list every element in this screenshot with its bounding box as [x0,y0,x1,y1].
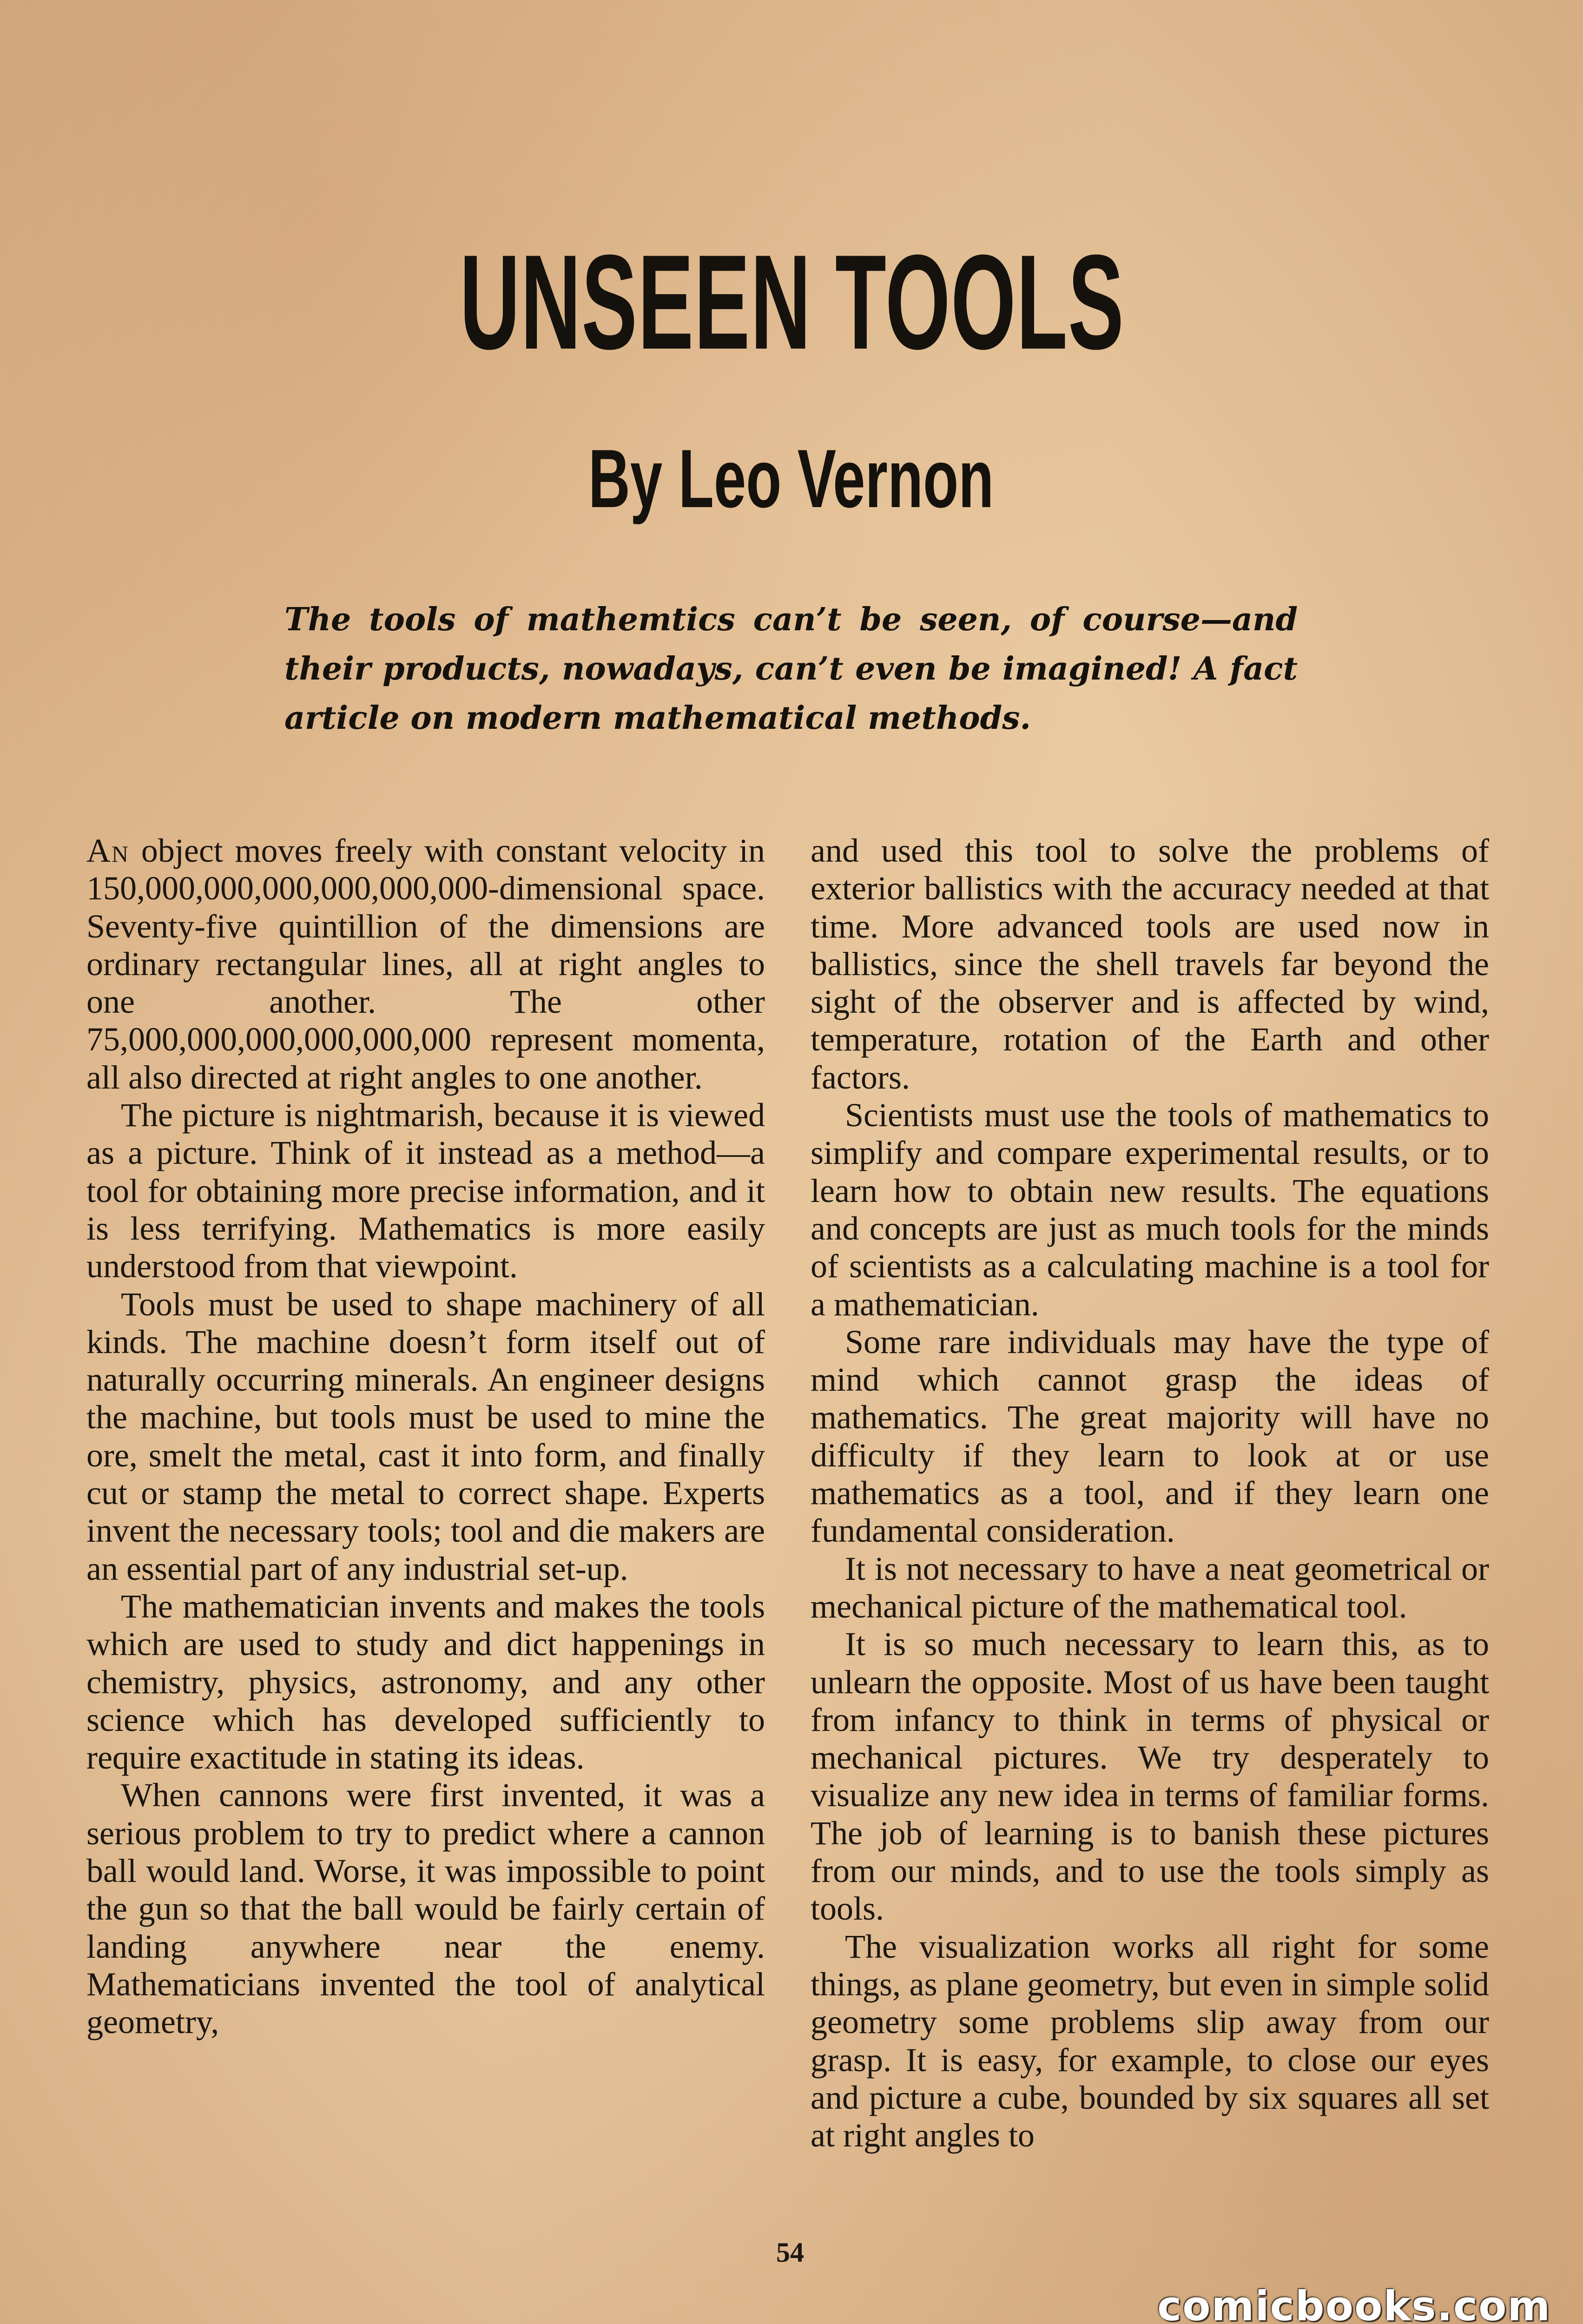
article-byline: By Leo Vernon [588,432,994,525]
paragraph: and used this tool to solve the problems of exterior ballistics with the accuracy needed at that time. More advanced tools are used now in ballistics, since the shell travels far beyond the sight of the observer and is affected by wind, temperature, rotation of the Earth and other factors. [811,832,1489,1096]
paragraph: The visualization works all right for some things, as plane geometry, but even in simple solid geometry some problems slip away from our grasp. It is easy, for example, to close our eyes and picture a cube, bounded by six squares all set at right angles to [811,1928,1489,2154]
article-title: UNSEEN TOOLS [460,227,1125,377]
paragraph: It is so much necessary to learn this, as to unlearn the opposite. Most of us have been taught from infancy to think in terms of physical or mechanical pictures. We try desperately to visualize any new idea in terms of familiar forms. The job of learning is to banish these pictures from our minds, and to use the tools simply as tools. [811,1625,1489,1928]
page-number: 54 [776,2237,804,2268]
paragraph: Some rare individuals may have the type of mind which cannot grasp the ideas of mathematics. The great majority will have no difficulty if they learn to look at or use mathematics as a tool, and if they learn one fundamental consideration. [811,1323,1489,1550]
watermark-logo: comicbooks.com [1157,2282,1551,2324]
paragraph: It is not necessary to have a neat geometrical or mechanical picture of the mathematical tool. [811,1550,1489,1625]
paragraph: When cannons were first invented, it was a serious problem to try to predict where a cannon ball would land. Worse, it was impossible to point the gun so that the ball would be fairly certain of landing anywhere near the enemy. Mathematicians invented the tool of analytical geometry, [86,1776,765,2041]
article-deck: The tools of mathemtics can’t be seen, of course—and their products, nowadays, can’t even be imagined! A fact article on modern mathematical methods. [284,601,1298,737]
paragraph: Tools must be used to shape machinery of all kinds. The machine doesn’t form itself out of naturally occurring minerals. An engineer designs the machine, but tools must be used to mine the ore, smelt the metal, cast it into form, and finally cut or stamp the metal to correct shape. Experts invent the necessary tools; tool and die makers are an essential part of any industrial set-up. [86,1285,765,1587]
left-column [86,832,765,2041]
paragraph: The picture is nightmarish, because it is viewed as a picture. Think of it instead as a method—a tool for obtaining more precise information, and it is less terrifying. Mathematics is more easily understood from that viewpoint. [86,1096,765,1285]
drop-word: An [86,832,130,869]
paragraph: The mathematician invents and makes the tools which are used to study and dict happenings in chemistry, physics, astronomy, and any other science which has developed sufficiently to require exactitude in stating its ideas. [86,1587,765,1776]
right-column [811,832,1489,2154]
paragraph [86,832,765,1096]
paragraph-text: object moves freely with constant velocity in 150,000,000,000,000,000,000-dimensional space. Seventy-five quintillion of the dimensions are ordinary rectangular lines, all at right angles to one another. The other 75,000,000,000,000,000,000 represent momenta, all also directed at right angles to one another. [86,832,765,1096]
paragraph: Scientists must use the tools of mathematics to simplify and compare experimental results, or to learn how to obtain new results. The equations and concepts are just as much tools for the minds of scientists as a calculating machine is a tool for a mathematician. [811,1096,1489,1323]
